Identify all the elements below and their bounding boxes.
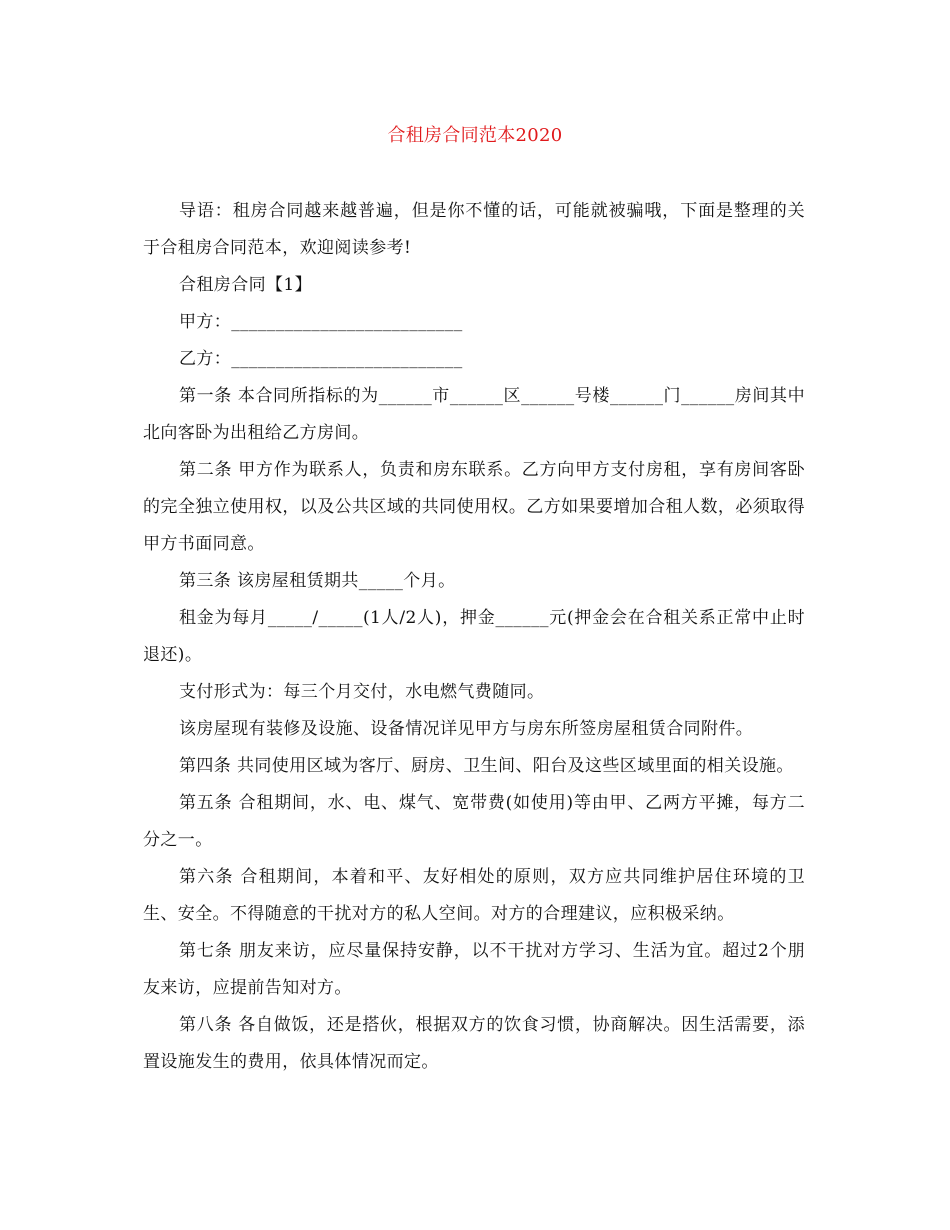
- article-1: 第一条 本合同所指标的为______市______区______号楼______门______房间其中北向客卧为出租给乙方房间。: [143, 386, 805, 443]
- party-a-line: 甲方：__________________________: [179, 312, 463, 332]
- article-3: 第三条 该房屋租赁期共_____个月。: [179, 571, 456, 591]
- fixtures-paragraph: 该房屋现有装修及设施、设备情况详见甲方与房东所签房屋租赁合同附件。: [179, 719, 754, 739]
- intro-paragraph: 导语：租房合同越来越普遍，但是你不懂的话，可能就被骗哦，下面是整理的关于合租房合同范本，欢迎阅读参考!: [143, 201, 805, 258]
- payment-method-paragraph: 支付形式为：每三个月交付，水电燃气费随同。: [179, 682, 545, 702]
- contract-heading: 合租房合同【1】: [179, 275, 313, 295]
- party-b-line: 乙方：__________________________: [179, 349, 463, 369]
- article-8: 第八条 各自做饭，还是搭伙，根据双方的饮食习惯，协商解决。因生活需要，添置设施发生的费用，依具体情况而定。: [143, 1015, 805, 1072]
- rent-deposit-paragraph: 租金为每月_____/_____(1人/2人)，押金______元(押金会在合租关系正常中止时退还)。: [143, 608, 805, 665]
- article-4: 第四条 共同使用区域为客厅、厨房、卫生间、阳台及这些区域里面的相关设施。: [179, 756, 794, 776]
- document-body: [143, 193, 805, 1081]
- article-2: 第二条 甲方作为联系人，负责和房东联系。乙方向甲方支付房租，享有房间客卧的完全独立使用权，以及公共区域的共同使用权。乙方如果要增加合租人数，必须取得甲方书面同意。: [143, 460, 805, 554]
- article-5: 第五条 合租期间，水、电、煤气、宽带费(如使用)等由甲、乙两方平摊，每方二分之一。: [143, 793, 805, 850]
- document-title: 合租房合同范本2020: [387, 125, 563, 146]
- article-7: 第七条 朋友来访，应尽量保持安静，以不干扰对方学习、生活为宜。超过2个朋友来访，应提前告知对方。: [143, 941, 805, 998]
- article-6: 第六条 合租期间，本着和平、友好相处的原则，双方应共同维护居住环境的卫生、安全。不得随意的干扰对方的私人空间。对方的合理建议，应积极采纳。: [143, 867, 805, 924]
